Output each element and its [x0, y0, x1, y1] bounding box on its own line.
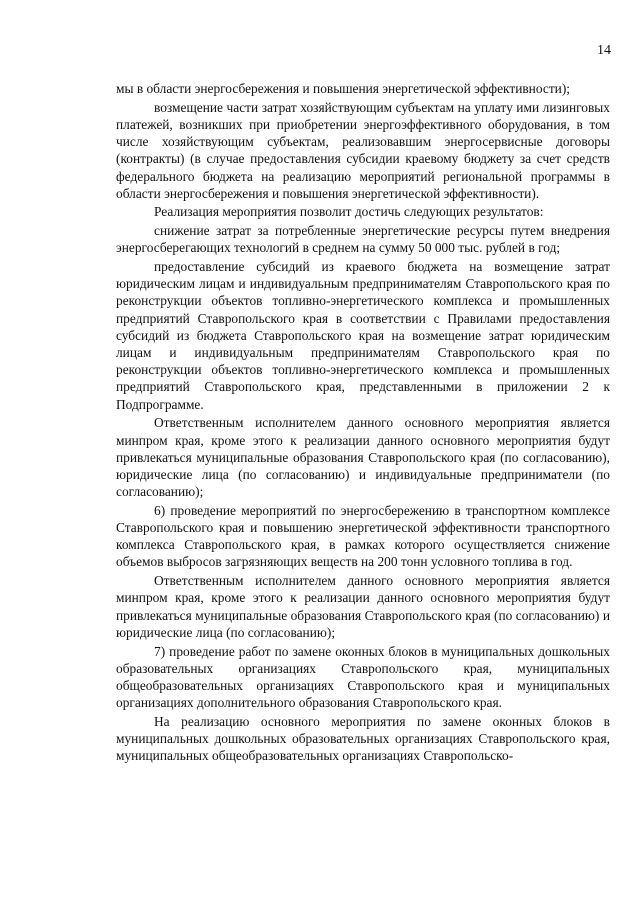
page-number: 14 [597, 43, 611, 58]
paragraph-continuation: мы в области энергосбережения и повышения энергетической эффективности); [116, 81, 571, 96]
paragraph: возмещение части затрат хозяйствующим субъектам на уплату ими лизинговых платежей, возникших при приобретении энергоэффективного оборудования, в том числе хозяйствующим субъектам, реализовавшим энергосервисные договоры (контракты) (в случае предоставления субсидии краевому бюджету за счет средств федерального бюджета на реализацию мероприятий региональной программы в области энергосбережения и повышения энергетической эффективности). [116, 99, 610, 201]
paragraph: предоставление субсидий из краевого бюджета на возмещение затрат юридическим лицам и индивидуальным предпринимателям Ставропольского края по реконструкции объектов топливно-энергетического комплекса и промышленных предприятий Ставропольского края в соответствии с Правилами предоставления субсидий из бюджета Ставропольского края на возмещение затрат юридическим лицам и индивидуальным предпринимателям Ставропольского края по реконструкции объектов топливно-энергетического комплекса и промышленных предприятий Ставропольского края, представленными в приложении 2 к Подпрограмме. [116, 259, 610, 412]
paragraph: На реализацию основного мероприятия по замене оконных блоков в муниципальных дошкольных образовательных организациях Ставропольского края, муниципальных общеобразовательных организациях Ставропольско- [116, 713, 610, 764]
paragraph: Ответственным исполнителем данного основного мероприятия является минпром края, кроме этого к реализации данного основного мероприятия будут привлекаться муниципальные образования Ставропольского края (по согласованию) и юридические лица (по согласованию); [116, 573, 610, 640]
document-body [116, 80, 610, 764]
paragraph: снижение затрат за потребленные энергетические ресурсы путем внедрения энергосберегающих технологий в среднем на сумму 50 000 тыс. рублей в год; [116, 223, 610, 256]
paragraph: Ответственным исполнителем данного основного мероприятия является минпром края, кроме этого к реализации данного основного мероприятия будут привлекаться муниципальные образования Ставропольского края (по согласованию), юридические лица (по согласованию) и индивидуальные предприниматели (по согласованию); [116, 415, 610, 500]
paragraph: 7) проведение работ по замене оконных блоков в муниципальных дошкольных образовательных организациях Ставропольского края, муниципальных общеобразовательных организациях Ставропольского края и муниципальных организациях дополнительного образования Ставропольского края. [116, 643, 610, 711]
paragraph: Реализация мероприятия позволит достичь следующих результатов: [154, 204, 544, 220]
paragraph: 6) проведение мероприятий по энергосбережению в транспортном комплексе Ставропольского края и повышению энергетической эффективности транспортного комплекса Ставропольского края, в рамках которого осуществляется снижение объемов выбросов загрязняющих веществ на 200 тонн условного топлива в год. [116, 502, 610, 570]
